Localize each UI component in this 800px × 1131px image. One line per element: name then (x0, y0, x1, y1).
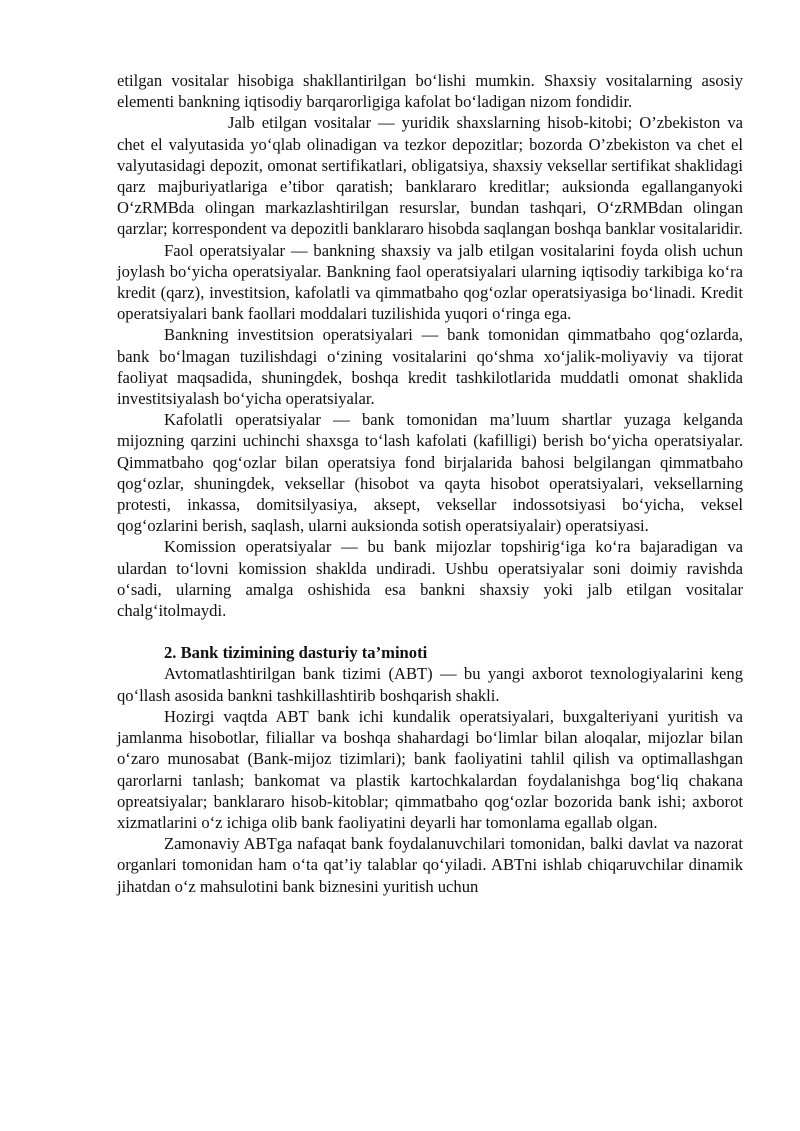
paragraph-commission-operations: Komission operatsiyalar — bu bank mijozlar topshirig‘iga ko‘ra bajaradigan va ulardan to‘lovni komission shaklda undiradi. Ushbu operatsiyalar soni doimiy ravishda o‘sadi, ularning amalga oshishida esa bankni shaxsiy yoki jalb etilgan vositalar chalg‘itolmaydi. (117, 537, 743, 621)
paragraph-abt-modern: Zamonaviy ABTga nafaqat bank foydalanuvchilari tomonidan, balki davlat va nazorat organlari tomonidan ham o‘ta qat’iy talablar qo‘yiladi. ABTni ishlab chiqaruvchilar dinamik jihatdan o‘z mahsulotini bank biznesini yuritish uchun (117, 834, 743, 896)
paragraph-abt-current: Hozirgi vaqtda ABT bank ichi kundalik operatsiyalari, buxgalteriyani yuritish va jamlanma hisobotlar, filiallar va boshqa shahardagi bo‘limlar bilan aloqalar, mijozlar bilan o‘zaro munosabat (Bank-mijoz tizimlari); bank faoliyatini tahlil qilish va optimallashgan qarorlarni tanlash; bankomat va plastik kartochkalardan foydalanishga bog‘liq chakana opreatsiyalar; banklararo hisob-kitoblar; qimmatbaho qog‘ozlar bozorida bank ishi; axborot xizmatlarini o‘z ichiga olib bank faoliyatini deyarli har tomonlama egallab olgan. (117, 706, 743, 832)
section-heading: 2. Bank tizimining dasturiy ta’minoti (164, 643, 428, 663)
paragraph-abt-definition: Avtomatlashtirilgan bank tizimi (ABT) — bu yangi axborot texnologiyalarini keng qo‘llash asosida bankni tashkillashtirib boshqarish shakli. (117, 664, 743, 705)
paragraph-own-funds-end: etilgan vositalar hisobiga shakllantirilgan bo‘lishi mumkin. Shaxsiy vositalarning asosiy elementi bankning iqtisodiy barqarorligiga kafolat bo‘ladigan nizom fondidir. (117, 71, 743, 112)
paragraph-attracted-funds: Jalb etilgan vositalar — yuridik shaxslarning hisob-kitobi; O’zbekiston va chet el valyutasida yo‘qlab olinadigan va tezkor depozitlar; bozorda O’zbekiston va chet el valyutasidagi depozit, omonat sertifikatlari, obligatsiya, shaxsiy veksellar sertifikat shaklidagi qarz majburiyatlariga e’tibor qaratish; banklararo kreditlar; auksionda egallanganyoki O‘zRMBda olingan markazlashtirilgan resurslar, bundan tashqari, O‘zRMBdan olingan qarzlar; korrespondent va depozitli banklararo hisobda saqlangan boshqa banklar vositalaridir. (117, 113, 743, 239)
paragraph-active-operations: Faol operatsiyalar — bankning shaxsiy va jalb etilgan vositalarini foyda olish uchun joylash bo‘yicha operatsiyalar. Bankning faol operatsiyalari ularning iqtisodiy tarkibiga ko‘ra kredit (qarz), investitsion, kafolatli va qimmatbaho qog‘ozlar operatsiyasiga bo‘linadi. Kredit operatsiyalari bank faollari moddalari tuzilishida yuqori o‘ringa ega. (117, 240, 743, 324)
paragraph-investment-operations: Bankning investitsion operatsiyalari — bank tomonidan qimmatbaho qog‘ozlarda, bank bo‘lmagan tuzilishdagi o‘zining vositalarini qo‘shma xo‘jalik-moliyaviy va tijorat faoliyat maqsadida, shuningdek, boshqa kredit tashkilotlarida muddatli omonat shaklida investitsiyalash bo‘yicha operatsiyalar. (117, 325, 743, 409)
paragraph-guarantee-operations: Kafolatli operatsiyalar — bank tomonidan ma’luum shartlar yuzaga kelganda mijozning qarzini uchinchi shaxsga to‘lash kafolati (kafilligi) berish bo‘yicha operatsiyalar. Qimmatbaho qog‘ozlar bilan operatsiya fond birjalarida bahosi belgilangan qimmatbaho qog‘ozlar, shuningdek, veksellar (hisobot va qayta hisobot operatsiyalari, veksellarning protesti, inkassa, domitsilyasiya, aksept, veksellar indossotsiyasi bo‘yicha, veksel qog‘ozlarini berish, saqlash, ularni auksionda sotish operatsiyalair) operatsiyasi. (117, 410, 743, 536)
document-page (117, 70, 743, 897)
